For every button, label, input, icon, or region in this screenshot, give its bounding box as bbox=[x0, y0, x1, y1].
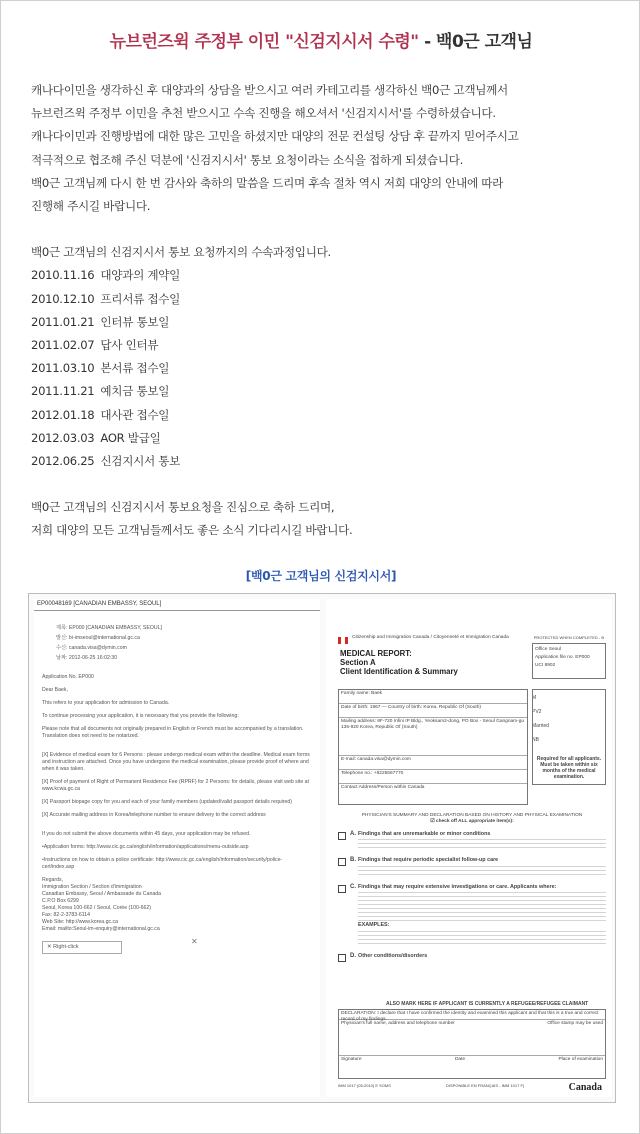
phys-heading: PHYSICIAN'S SUMMARY AND DECLARATION BASED ON HISTORY AND PHYSICAL EXAMINATION bbox=[361, 813, 583, 818]
refugee-mark: ALSO MARK HERE IF APPLICANT IS CURRENTLY A REFUGEE/REFUGEE CLAIMANT bbox=[386, 1001, 589, 1007]
photo-box bbox=[532, 689, 606, 785]
process-timeline bbox=[31, 264, 621, 473]
timeline-row bbox=[31, 264, 621, 287]
finding-d-label: Other conditions/disorders bbox=[358, 952, 428, 959]
timeline-row bbox=[31, 288, 621, 311]
finding-d: D. Other conditions/disorders bbox=[338, 953, 606, 962]
letter-app-no: Application No. EP000 bbox=[42, 674, 94, 680]
physician-row bbox=[339, 1020, 605, 1056]
article-body bbox=[31, 79, 621, 543]
finding-a-label: Findings that are unremarkable or minor conditions bbox=[358, 831, 491, 837]
french-availability: DISPONIBLE EN FRANÇAIS - IMM 1017 F) bbox=[446, 1082, 525, 1088]
letter-paragraph: To continue processing your application, it is necessary that you provide the following: bbox=[42, 713, 239, 719]
office-field: Office Seoul bbox=[535, 647, 562, 652]
letter-paragraph: This refers to your application for admission to Canada. bbox=[42, 700, 170, 706]
intro-line: 백0근 고객님께 다시 한 번 감사와 축하의 말씀을 드리며 후속 절차 역시 저희 대양의 안내에 따라 bbox=[31, 175, 504, 190]
right-click-label: Right-click bbox=[53, 944, 79, 950]
timeline-date: 2011.03.10 bbox=[31, 361, 95, 376]
document-scan-image bbox=[28, 593, 616, 1103]
signature-line: Fax: 82-2-3783-6114 bbox=[42, 912, 91, 918]
report-title-line: MEDICAL REPORT: bbox=[340, 649, 412, 658]
report-title-line: Section A bbox=[340, 658, 376, 667]
category-value: PV2 bbox=[532, 709, 542, 715]
timeline-row bbox=[31, 427, 621, 450]
timeline-event: AOR 발급일 bbox=[100, 430, 161, 445]
closing-line: 백0근 고객님의 신검지시서 통보요청을 진심으로 축하 드리며, bbox=[31, 500, 335, 515]
letter-field: 제목: EP000 [CANADIAN EMBASSY, SEOUL] bbox=[56, 625, 162, 631]
date-label: Date bbox=[454, 1057, 466, 1062]
timeline-date: 2011.01.21 bbox=[31, 314, 95, 329]
canada-flag-icon bbox=[338, 637, 348, 644]
intro-line: 진행해 주시길 바랍니다. bbox=[31, 199, 151, 214]
checkbox bbox=[338, 832, 346, 840]
protected-label: PROTECTED WHEN COMPLETED - B bbox=[533, 635, 604, 640]
form-field: Telephone no.: +8225567770 bbox=[339, 770, 527, 784]
letter-field: 발신: bi-imseoul@international.gc.ca bbox=[56, 635, 140, 641]
timeline-event: 대사관 접수일 bbox=[100, 407, 170, 422]
signature-line: C.P.O Box 6299 bbox=[42, 898, 79, 904]
finding-c: C. Findings that may require extensive investigations or care. Applicants where: EXAMPLES: bbox=[338, 884, 606, 945]
report-title-line: Client Identification & Summary bbox=[340, 667, 458, 676]
gender-value: M bbox=[532, 695, 537, 701]
intro-line: 적극적으로 협조해 주신 덕분에 '신검지시서' 통보 요청이라는 소식을 접하게 되셨습니다. bbox=[31, 152, 464, 167]
timeline-event: 신검지시서 통보 bbox=[100, 454, 181, 469]
letter-salutation: Dear Baek, bbox=[42, 687, 68, 693]
finding-a: A. Findings that are unremarkable or minor conditions bbox=[338, 831, 606, 849]
timeline-row bbox=[31, 380, 621, 403]
signature-line: Seoul, Korea 100-662 / Seoul, Corée (100-662) bbox=[42, 905, 152, 911]
timeline-date: 2012.03.03 bbox=[31, 430, 95, 445]
form-field: Contact Address/Person within Canada bbox=[341, 785, 425, 790]
timeline-date: 2011.11.21 bbox=[31, 384, 95, 399]
timeline-row bbox=[31, 404, 621, 427]
timeline-date: 2011.02.07 bbox=[31, 338, 95, 353]
letter-field: 날짜: 2012-06-25 16:02:30 bbox=[56, 655, 118, 661]
medical-report-title bbox=[340, 649, 458, 676]
timeline-date: 2012.06.25 bbox=[31, 454, 95, 469]
letter-link: •Instructions on how to obtain a police certificate: http://www.cic.gc.ca/english/information/security/police-cert/index.asp bbox=[42, 857, 283, 870]
letter-header: EP00048169 [CANADIAN EMBASSY, SEOUL] bbox=[34, 599, 320, 611]
timeline-event: 본서류 접수일 bbox=[100, 361, 170, 376]
declaration-box bbox=[338, 1009, 606, 1079]
intro-line: 캐나다이민을 생각하신 후 대양과의 상담을 받으시고 여러 카테고리를 생각하신 백0근 고객님께서 bbox=[31, 83, 508, 97]
form-field: Family name: Baek bbox=[339, 690, 527, 704]
letter-requirement: [X] Evidence of medical exam for 6 Persons : please undergo medical exam within the deadline. Medical exam forms and instruction are attached. Once you have undergone the medical examination, please provide proof of where and when it was taken. bbox=[42, 752, 310, 772]
physician-name-label: Physician's full name, address and telephone number bbox=[341, 1021, 455, 1026]
form-field: E-mail: canada.visa@dymin.com bbox=[339, 756, 527, 770]
finding-b-label: Findings that require periodic specialist follow-up care bbox=[358, 857, 499, 864]
place-label: Place of examination bbox=[558, 1057, 603, 1062]
signature-line: Email: mailto:Seoul-im-enquiry@international.gc.ca bbox=[42, 926, 160, 932]
signature-row bbox=[339, 1056, 605, 1074]
letter-requirement: [X] Accurate mailing address in Korea/telephone number to ensure delivery to the correct address bbox=[42, 812, 266, 818]
signature-line: Web Site: http://www.korea.gc.ca bbox=[42, 919, 119, 925]
marital-value: Married bbox=[532, 723, 549, 729]
timeline-row bbox=[31, 450, 621, 473]
department-name: Citizenship and Immigration Canada / Citoyenneté et Immigration Canada bbox=[352, 635, 509, 640]
declaration-text: DECLARATION: I declare that I have confirmed the identity and examined this applicant and that this is a true and correct record of my findings. bbox=[339, 1010, 605, 1020]
office-field: Application file no. EP000 bbox=[535, 655, 590, 660]
client-info-grid bbox=[338, 689, 528, 805]
image-caption: [백0근 고객님의 신검지시서] bbox=[245, 569, 397, 583]
timeline-row bbox=[31, 334, 621, 357]
form-field: Date of birth: 1967 — Country of birth: Korea, Republic Of (South) bbox=[339, 704, 527, 718]
intro-paragraph bbox=[31, 79, 621, 218]
findings-sections bbox=[338, 831, 606, 970]
timeline-date: 2010.11.16 bbox=[31, 268, 95, 283]
examples-label: EXAMPLES: bbox=[358, 922, 390, 929]
signature-label: Signature bbox=[341, 1057, 362, 1062]
intro-line: 뉴브런즈윅 주정부 이민을 추천 받으시고 수속 진행을 해오셔서 '신검지시서'를 수령하셨습니다. bbox=[31, 106, 496, 121]
photo-requirement: Required for all applicants. Must be taken within six months of the medical examination. bbox=[536, 756, 602, 780]
physician-summary-heading bbox=[338, 813, 606, 826]
timeline-date: 2012.01.18 bbox=[31, 407, 95, 422]
letter-requirement: [X] Passport biopage copy for you and each of your family members (updated/valid passport details required) bbox=[42, 799, 292, 805]
embassy-letter bbox=[34, 599, 320, 1097]
right-click-box: ✕ Right-click bbox=[42, 941, 122, 954]
canada-wordmark: Canada bbox=[568, 1081, 602, 1093]
page-title bbox=[1, 27, 640, 52]
letter-link: •Application forms: http://www.cic.gc.ca/english/information/applications/menu-outside.asp bbox=[42, 844, 249, 850]
form-field: Mailing address: 8F-720 Infini IP Bldg., Yeoksam2-dong, PO Box - Seoul Gangnam-gu 135-920 Korea, Republic Of (South) bbox=[339, 718, 527, 756]
timeline-row bbox=[31, 311, 621, 334]
title-client: - 백0근 고객님 bbox=[418, 32, 533, 52]
timeline-event: 답사 인터뷰 bbox=[100, 338, 159, 353]
timeline-event: 인터뷰 통보일 bbox=[100, 314, 170, 329]
checkbox bbox=[338, 954, 346, 962]
letter-requirement: [X] Proof of payment of Right of Permanent Residence Fee (RPRF) for 2 Persons: for details, please visit web site at www.kcwa.gc.ca bbox=[42, 779, 309, 792]
province-value: NB bbox=[532, 737, 539, 743]
closing-line: 저희 대양의 모든 고객님들께서도 좋은 소식 기다리시길 바랍니다. bbox=[31, 523, 353, 538]
medical-report-form bbox=[326, 599, 612, 1097]
stamp-label: Office stamp may be used bbox=[547, 1021, 603, 1026]
intro-line: 캐나다이민과 진행방법에 대한 많은 고민을 하셨지만 대양의 전문 컨설팅 상담 후 끝까지 믿어주시고 bbox=[31, 129, 519, 144]
office-box bbox=[532, 643, 606, 679]
checkbox bbox=[338, 858, 346, 866]
signature-line: Canadian Embassy, Seoul / Ambassade du Canada bbox=[42, 891, 162, 897]
letter-paragraph: Please note that all documents not originally prepared in English or French must be accompanied by a translation. Translation does not need to be notarized. bbox=[42, 726, 304, 739]
letter-signature bbox=[42, 877, 312, 933]
timeline-event: 예치금 통보일 bbox=[100, 384, 170, 399]
check-text: check off ALL appropriate item(s): bbox=[435, 819, 514, 825]
title-main: 뉴브런즈윅 주정부 이민 "신검지시서 수령" bbox=[109, 32, 419, 52]
letter-meta bbox=[56, 625, 320, 662]
letter-field: 수신: canada.visa@dymin.com bbox=[56, 645, 127, 651]
letter-deadline: If you do not submit the above documents within 45 days, your application may be refused. bbox=[42, 831, 251, 837]
finding-b: B. Findings that require periodic specialist follow-up care bbox=[338, 857, 606, 875]
timeline-date: 2010.12.10 bbox=[31, 291, 95, 306]
form-code: IMM 1017 (05-2010) E SOMS bbox=[338, 1082, 391, 1088]
signature-line: Regards, bbox=[42, 877, 64, 883]
checkbox bbox=[338, 885, 346, 893]
check-instruction: ☑ check off ALL appropriate item(s): bbox=[430, 819, 514, 825]
signature-line: Immigration Section / Section d'immigration bbox=[42, 884, 142, 890]
timeline-event: 프리서류 접수일 bbox=[100, 291, 181, 306]
timeline-event: 대양과의 계약일 bbox=[100, 268, 181, 283]
closing-paragraph bbox=[31, 496, 621, 542]
close-icon: ✕ bbox=[191, 937, 198, 946]
process-heading: 백0근 고객님의 신검지시서 통보 요청까지의 수속과정입니다. bbox=[31, 245, 331, 260]
timeline-row bbox=[31, 357, 621, 380]
office-field: UCI 8902 bbox=[535, 663, 556, 668]
finding-c-label: Findings that may require extensive investigations or care. Applicants where: bbox=[358, 883, 557, 890]
